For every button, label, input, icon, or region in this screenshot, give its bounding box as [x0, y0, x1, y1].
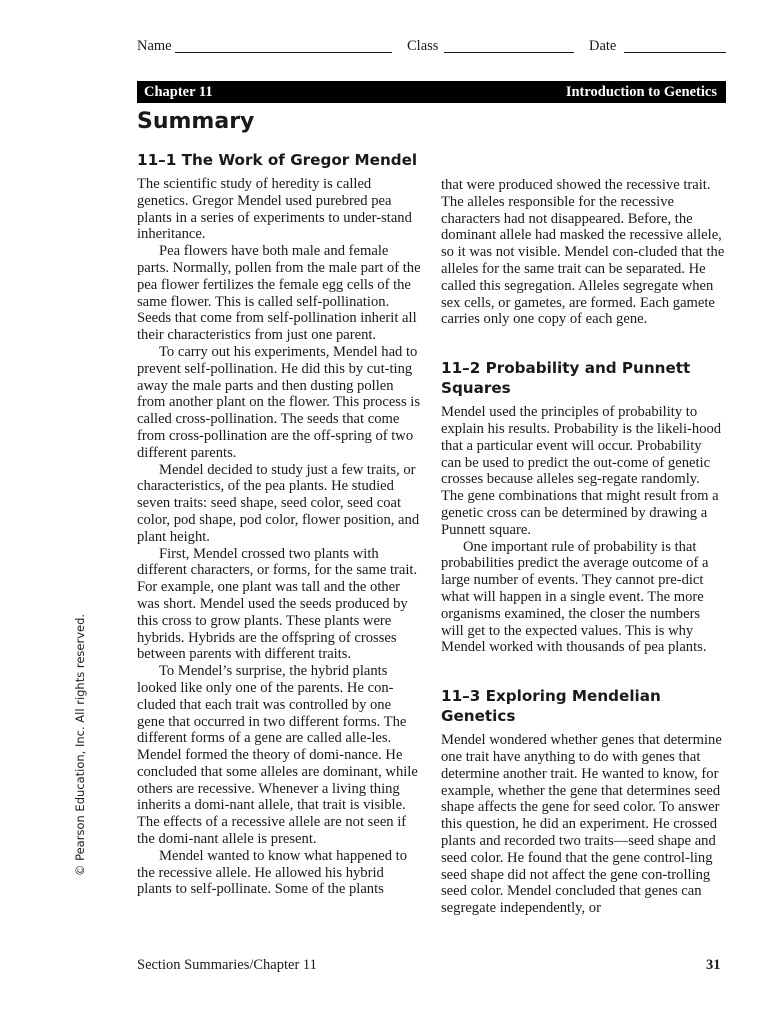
paragraph: Mendel wondered whether genes that determine one trait have anything to do with genes that determine another trait. He wanted to know, for example, whether the gene that determines seed shape affects the gene for seed color. To answer this question, he did an experiment. He crossed plants and recorded two traits—seed shape and seed color. He found that the gene control-ling seed shape did not affect the gene con-trolling seed color. Mendel concluded that genes can segregate independently, or	[441, 732, 722, 917]
paragraph: The scientific study of heredity is called genetics. Gregor Mendel used purebred pea plants in a series of experiments to under-stand inheritance.	[137, 176, 412, 243]
paragraph: To Mendel’s surprise, the hybrid plants looked like only one of the parents. He con-cluded that each trait was controlled by one gene that occurred in two different forms. The different forms of a gene are called alle-les. Mendel formed the theory of domi-nance. He concluded that some alleles are dominant, while others are recessive. Whenever a living thing inherits a domi-nant allele, that trait is visible. The effects of a recessive allele are not seen if the domi-nant allele is present.	[137, 663, 418, 848]
chapter-label: Chapter 11	[144, 84, 213, 100]
paragraph: To carry out his experiments, Mendel had to prevent self-pollination. He did this by cut-ting away the male parts and then dusting pollen from another plant on the flower. This process is called cross-pollination. The seeds that come from cross-pollination are the off-spring of two different parents.	[137, 343, 421, 461]
name-field-line[interactable]	[175, 52, 392, 53]
date-field-line[interactable]	[624, 52, 726, 53]
paragraph: Mendel decided to study just a few traits, or characteristics, of the pea plants. He studied seven traits: seed shape, seed color, seed coat color, pod shape, pod color, flower position, and plant height.	[137, 461, 420, 545]
chapter-topic: Introduction to Genetics	[565, 84, 717, 100]
paragraph: Pea flowers have both male and female parts. Normally, pollen from the male part of the pea flower fertilizes the female egg cells of the same flower. This is called self-pollination. Seeds that come from self-pollination inherit all their characteristics from just one parent.	[137, 243, 421, 344]
paragraph: Mendel wanted to know what happened to the recessive allele. He allowed his hybrid plants to self-pollinate. Some of the plants	[137, 847, 408, 898]
left-column	[137, 150, 421, 898]
page-number: 31	[706, 957, 721, 973]
section-heading-11-1: 11–1 The Work of Gregor Mendel	[137, 151, 418, 169]
copyright-notice: © Pearson Education, Inc. All rights reserved.	[73, 613, 87, 877]
name-label: Name	[137, 38, 172, 54]
class-label: Class	[407, 38, 439, 54]
chapter-banner	[137, 81, 726, 103]
right-column	[441, 177, 725, 917]
paragraph: First, Mendel crossed two plants with different characters, or forms, for the same trait. For example, one plant was tall and the other was short. Mendel used the seeds produced by this cross to grow plants. These plants were hybrids. Hybrids are the offspring of crosses between parents with different traits.	[137, 545, 418, 663]
date-label: Date	[589, 38, 617, 54]
page-title: Summary	[137, 109, 255, 134]
class-field-line[interactable]	[444, 52, 574, 53]
section-heading-11-2: 11–2 Probability and Punnett Squares	[441, 359, 691, 398]
paragraph: One important rule of probability is that probabilities predict the average outcome of a large number of events. They cannot pre-dict what will happen in a single event. The more organisms examined, the closer the numbers will get to the expected values. This is why Mendel worked with thousands of pea plants.	[441, 538, 709, 656]
section-heading-11-3: 11–3 Exploring Mendelian Genetics	[441, 687, 661, 726]
paragraph: Mendel used the principles of probability to explain his results. Probability is the likeli-hood that a particular event will occur. Probability can be used to predict the out-come of genetic crosses because alleles seg-regate randomly. The gene combinations that might result from a genetic cross can be determined by drawing a Punnett square.	[441, 404, 722, 538]
paragraph-continued: that were produced showed the recessive trait. The alleles responsible for the recessive characters had not disappeared. Before, the dominant allele had masked the recessive allele, so it was not visible. Mendel con-cluded that the alleles for the same trait can be separated. He called this segregation. Alleles segregate when sex cells, or gametes, are formed. Each gamete carries only one copy of each gene.	[441, 177, 725, 328]
footer-section-label: Section Summaries/Chapter 11	[137, 957, 317, 973]
